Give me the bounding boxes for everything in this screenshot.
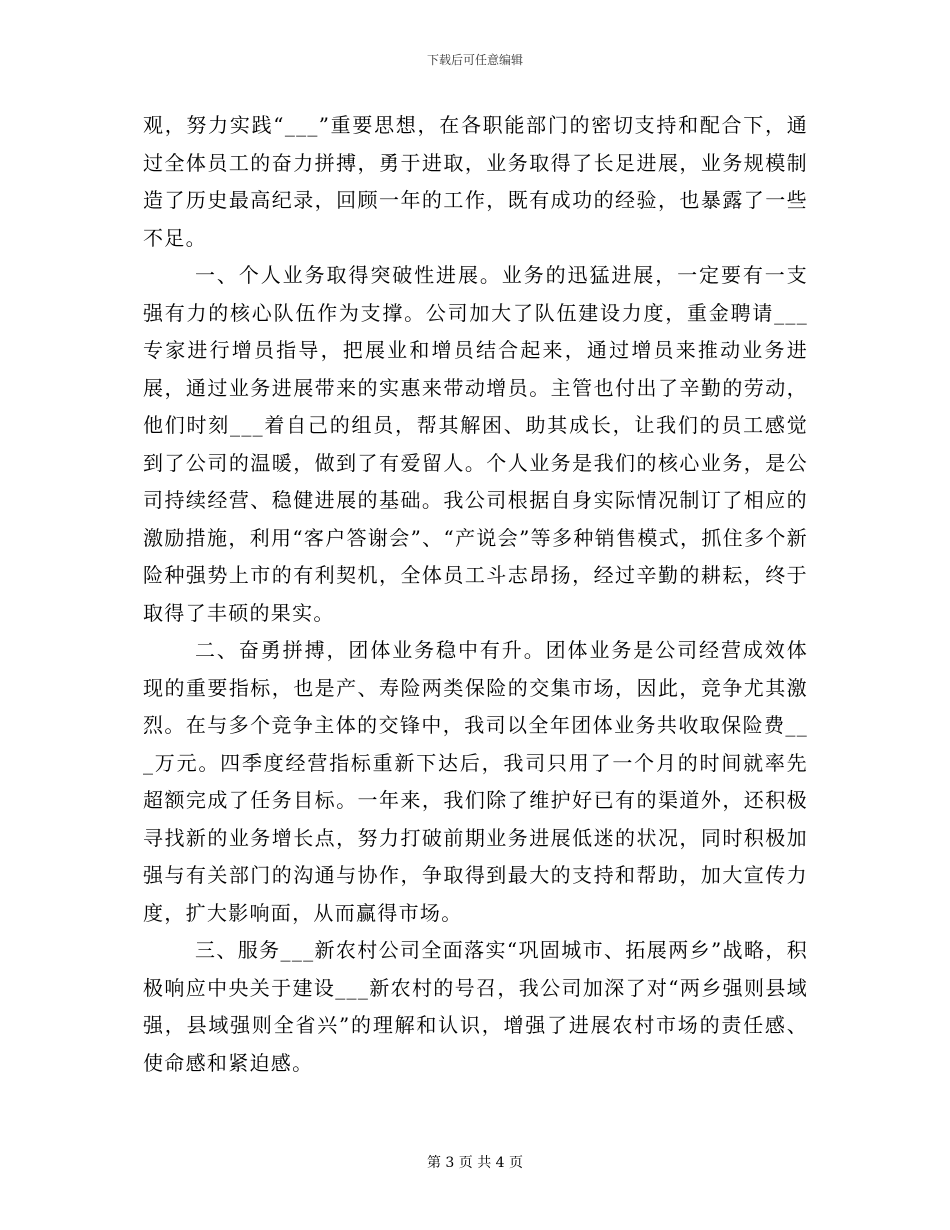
paragraph-continued: 观，努力实践“___”重要思想，在各职能部门的密切支持和配合下，通过全体员工的奋力拼搏，勇于进取，业务取得了长足进展，业务规模制造了历史最高纪录，回顾一年的工作，既有成功的经验，也暴露了一些不足。	[143, 113, 808, 250]
paragraph-rural-service: 三、服务___新农村公司全面落实“巩固城市、拓展两乡”战略，积极响应中央关于建设___新农村的号召，我公司加深了对“两乡强则县域强，县域强则全省兴”的理解和认识，增强了进展农村市场的责任感、使命感和紧迫感。	[143, 938, 808, 1075]
paragraph-group-business: 二、奋勇拼搏，团体业务稳中有升。团体业务是公司经营成效体现的重要指标，也是产、寿险两类保险的交集市场，因此，竞争尤其激烈。在与多个竞争主体的交锋中，我司以全年团体业务共收取保险费___万元。四季度经营指标重新下达后，我司只用了一个月的时间就率先超额完成了任务目标。一年来，我们除了维护好已有的渠道外，还积极寻找新的业务增长点，努力打破前期业务进展低迷的状况，同时积极加强与有关部门的沟通与协作，争取得到最大的支持和帮助，加大宣传力度，扩大影响面，从而赢得市场。	[143, 638, 808, 925]
page-number: 第 3 页 共 4 页	[426, 1155, 524, 1171]
document-body	[143, 107, 808, 1082]
paragraph-personal-business: 一、个人业务取得突破性进展。业务的迅猛进展，一定要有一支强有力的核心队伍作为支撑。公司加大了队伍建设力度，重金聘请___专家进行增员指导，把展业和增员结合起来，通过增员来推动业务进展，通过业务进展带来的实惠来带动增员。主管也付出了辛勤的劳动，他们时刻___着自己的组员，帮其解困、助其成长，让我们的员工感觉到了公司的温暖，做到了有爱留人。个人业务是我们的核心业务，是公司持续经营、稳健进展的基础。我公司根据自身实际情况制订了相应的激励措施，利用“客户答谢会”、“产说会”等多种销售模式，抓住多个新险种强势上市的有利契机，全体员工斗志昂扬，经过辛勤的耕耘，终于取得了丰硕的果实。	[143, 263, 808, 625]
page-header: 下载后可任意编辑	[426, 53, 523, 67]
